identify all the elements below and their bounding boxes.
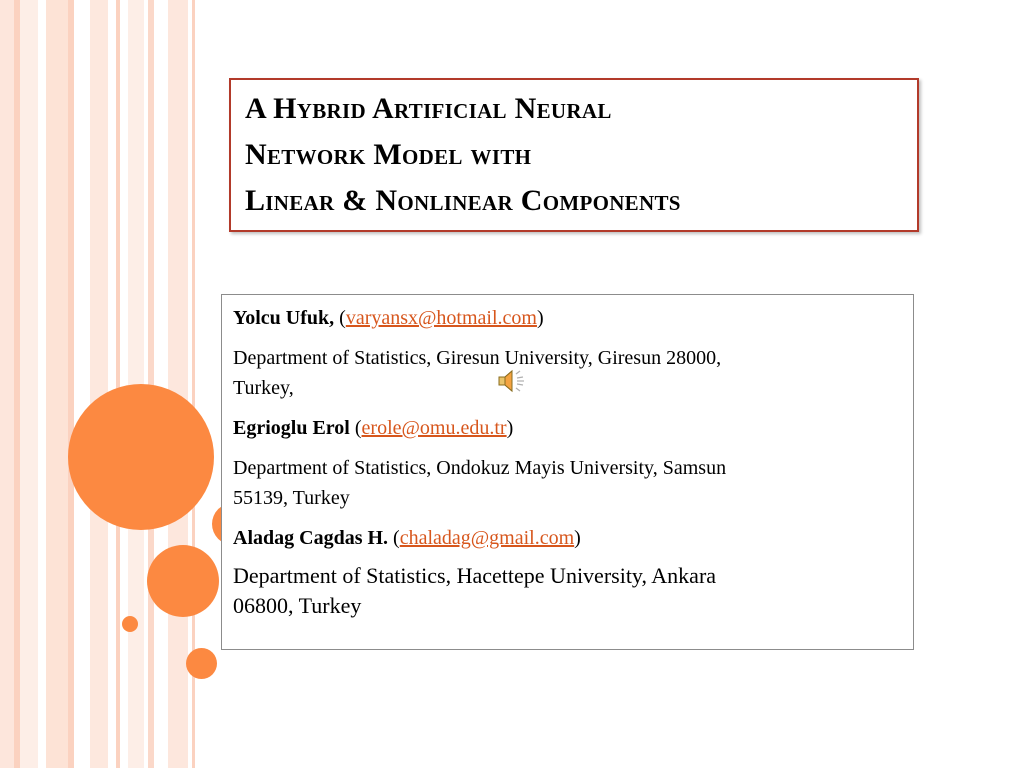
close-paren: ) <box>506 417 514 439</box>
decorative-circle-mini <box>186 648 217 679</box>
author-2-affiliation-line-1: Department of Statistics, Ondokuz Mayis University, Samsun <box>233 457 727 479</box>
author-3-heading <box>233 523 581 553</box>
author-1-name: Yolcu Ufuk, <box>233 307 335 329</box>
authors-content-box <box>221 294 914 650</box>
decorative-circle-large <box>68 384 214 530</box>
author-3-name: Aladag Cagdas H. <box>233 527 389 549</box>
speaker-icon[interactable] <box>496 368 526 394</box>
slide-title-box <box>229 78 919 232</box>
slide-title-line-1: A Hybrid Artificial Neural <box>245 92 612 125</box>
author-2-name: Egrioglu Erol <box>233 417 350 439</box>
open-paren: ( <box>388 527 400 549</box>
decorative-circle-tiny <box>122 616 138 632</box>
author-3-affiliation-line-2: 06800, Turkey <box>233 593 362 618</box>
close-paren: ) <box>536 307 544 329</box>
author-2-affiliation-line-2: 55139, Turkey <box>233 487 350 509</box>
author-1-heading <box>233 303 544 333</box>
author-2-email-link[interactable]: erole@omu.edu.tr <box>361 417 507 439</box>
author-1-affiliation-line-2: Turkey, <box>233 377 294 399</box>
decorative-circle-medium <box>147 545 219 617</box>
decorative-stripes <box>0 0 200 768</box>
open-paren: ( <box>334 307 346 329</box>
slide-title-line-2: Network Model with <box>245 138 532 171</box>
slide-title-line-3: Linear & Nonlinear Components <box>245 184 681 217</box>
author-1-affiliation-line-1: Department of Statistics, Giresun University, Giresun 28000, <box>233 347 722 369</box>
open-paren: ( <box>349 417 362 439</box>
author-1-email-link[interactable]: varyansx@hotmail.com <box>345 307 537 329</box>
close-paren: ) <box>574 527 581 549</box>
author-2-heading <box>233 413 513 443</box>
author-3-affiliation-line-1: Department of Statistics, Hacettepe University, Ankara <box>233 563 717 588</box>
author-3-email-link[interactable]: chaladag@gmail.com <box>399 527 575 549</box>
